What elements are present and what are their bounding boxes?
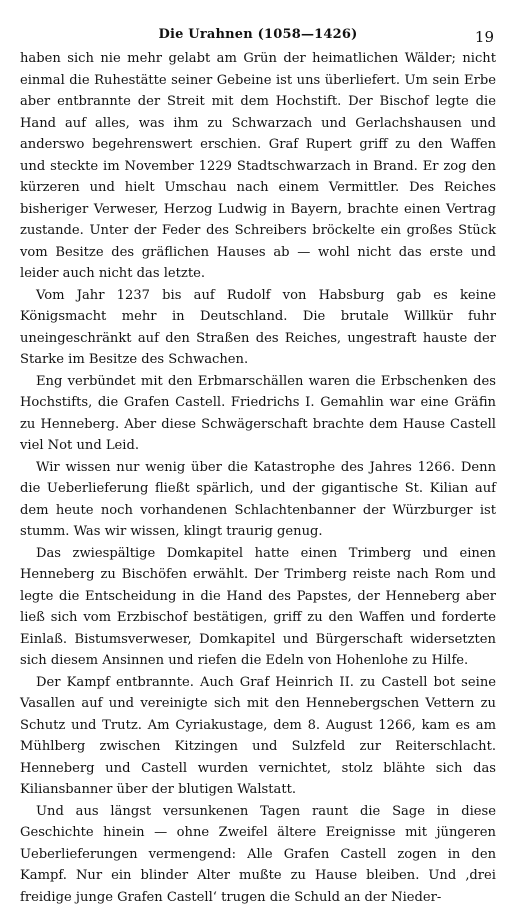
running-title: Die Urahnen (1058—1426)	[20, 27, 496, 42]
paragraph-continued: haben sich nie mehr gelabt am Grün der heimatlichen Wälder; nicht einmal die Ruhestätte seiner Gebeine ist uns überliefert. Um sein Erbe aber entbrannte der Streit mit dem Hochstift. Der Bischof legte die Hand auf alles, was ihm zu Schwarzach und Gerlachshausen und anderswo begehrenswert erschien. Graf Rupert griff zu den Waffen und steckte im November 1229 Stadtschwarzach in Brand. Er zog den kürzeren und hielt Umschau nach einem Vermittler. Des Reiches bisheriger Verweser, Herzog Ludwig in Bayern, brachte einen Vertrag zustande. Unter der Feder des Schreibers bröckelte ein großes Stück vom Besitze des gräflichen Hauses ab — wohl nicht das erste und leider auch nicht das letzte.	[20, 48, 496, 285]
paragraph: Der Kampf entbrannte. Auch Graf Heinrich II. zu Castell bot seine Vasallen auf und vereinigte sich mit den Hennebergschen Vettern zu Schutz und Trutz. Am Cyriakustage, dem 8. August 1266, kam es am Mühlberg zwischen Kitzingen und Sulzfeld zur Reiterschlacht. Henneberg und Castell wurden vernichtet, stolz blähte sich das Kiliansbanner über der blutigen Walstatt.	[20, 672, 496, 801]
body-text	[20, 48, 496, 908]
paragraph: Eng verbündet mit den Erbmarschällen waren die Erbschenken des Hochstifts, die Grafen Castell. Friedrichs I. Gemahlin war eine Gräfin zu Henneberg. Aber diese Schwägerschaft brachte dem Hause Castell viel Not und Leid.	[20, 371, 496, 457]
book-page	[20, 24, 496, 908]
page-number: 19	[475, 28, 494, 46]
paragraph: Vom Jahr 1237 bis auf Rudolf von Habsburg gab es keine Königsmacht mehr in Deutschland. Die brutale Willkür fuhr uneingeschränkt auf den Straßen des Reiches, ungestraft hauste der Starke im Besitze des Schwachen.	[20, 285, 496, 371]
paragraph: Und aus längst versunkenen Tagen raunt die Sage in diese Geschichte hinein — ohne Zweifel ältere Ereignisse mit jüngeren Ueberlieferungen vermengend: Alle Grafen Castell zogen in den Kampf. Nur ein blinder Alter mußte zu Hause bleiben. Und ‚drei freidige junge Grafen Castell‘ trugen die Schuld an der Nieder-	[20, 801, 496, 908]
paragraph: Wir wissen nur wenig über die Katastrophe des Jahres 1266. Denn die Ueberlieferung fließt spärlich, und der gigantische St. Kilian auf dem heute noch vorhandenen Schlachtenbanner der Würzburger ist stumm. Was wir wissen, klingt traurig genug.	[20, 457, 496, 543]
running-header	[20, 24, 496, 46]
paragraph: Das zwiespältige Domkapitel hatte einen Trimberg und einen Henneberg zu Bischöfen erwählt. Der Trimberg reiste nach Rom und legte die Entscheidung in die Hand des Papstes, der Henneberg aber ließ sich vom Erzbischof bestätigen, griff zu den Waffen und forderte Einlaß. Bistumsverweser, Domkapitel und Bürgerschaft widersetzten sich diesem Ansinnen und riefen die Edeln von Hohenlohe zu Hilfe.	[20, 543, 496, 672]
